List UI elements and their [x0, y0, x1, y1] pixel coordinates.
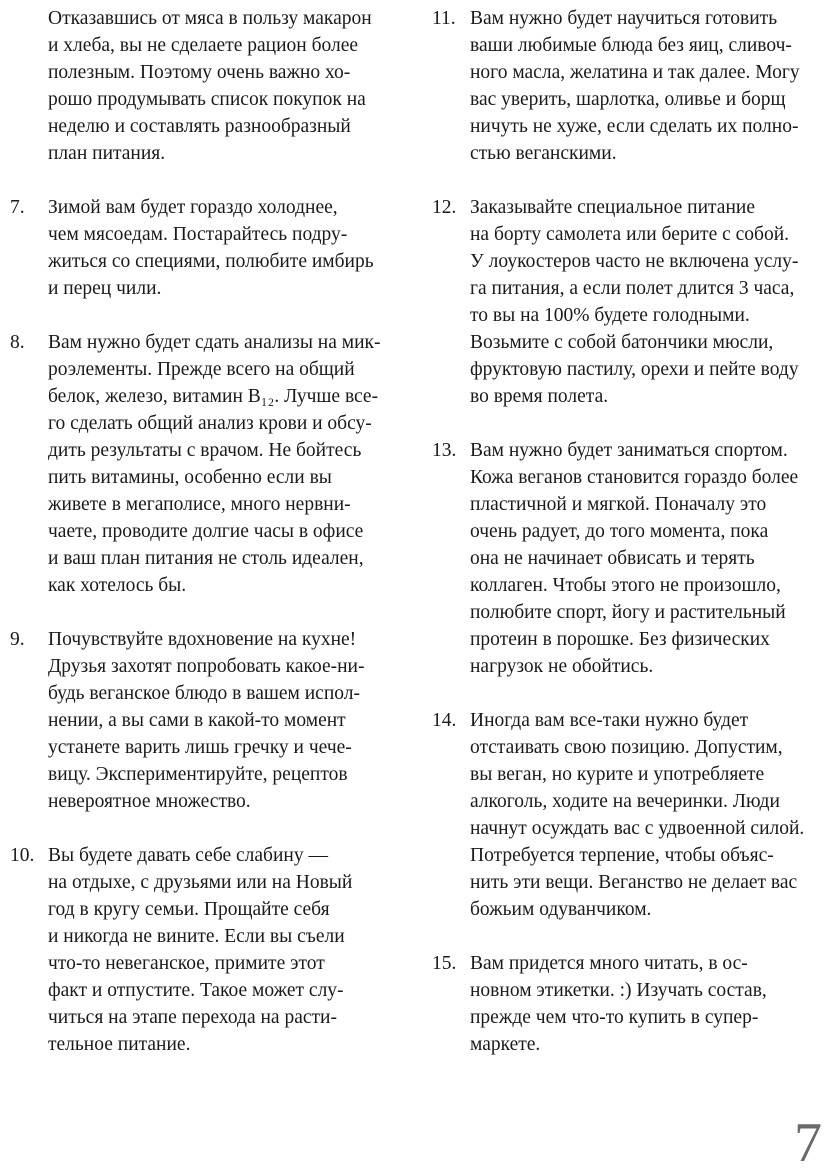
text-line: полюбите спорт, йогу и растительный	[470, 602, 786, 623]
text-line: стью веганскими.	[470, 143, 617, 164]
right-column	[432, 5, 832, 1058]
text-line: устанете варить лишь гречку и чече-	[48, 737, 352, 758]
text-line: ничуть не хуже, если сделать их полно-	[470, 116, 799, 137]
item-number: 10.	[10, 845, 35, 866]
text-line: живете в мегаполисе, много нервни-	[48, 494, 351, 515]
text-line: новном этикетки. :) Изучать состав,	[470, 980, 767, 1001]
text-line: ваши любимые блюда без яиц, сливоч-	[470, 35, 792, 56]
text-line: Вам нужно будет сдать анализы на мик-	[48, 332, 381, 353]
list-item-14	[432, 707, 832, 923]
text-line: У лоукостеров часто не включена услу-	[470, 251, 799, 272]
text-line: Почувствуйте вдохновение на кухне!	[48, 629, 357, 650]
text-line: Иногда вам все-таки нужно будет	[470, 710, 749, 731]
text-line: будь веганское блюдо в вашем испол-	[48, 683, 360, 704]
text-line: она не начинает обвисать и терять	[470, 548, 755, 569]
text-line: протеин в порошке. Без физических	[470, 629, 770, 650]
item-number: 7.	[10, 197, 25, 218]
text-line: пластичной и мягкой. Поначалу это	[470, 494, 767, 515]
text-line: фруктовую пастилу, орехи и пейте воду	[470, 359, 799, 380]
text-line: план питания.	[48, 143, 166, 164]
text-line: го сделать общий анализ крови и обсу-	[48, 413, 372, 434]
list-item-9	[10, 626, 410, 815]
text-line: роэлементы. Прежде всего на общий	[48, 359, 355, 380]
list-item-15	[432, 950, 832, 1058]
text-line: вас уверить, шарлотка, оливье и борщ	[470, 89, 786, 110]
text-line: год в кругу семьи. Прощайте себя	[48, 899, 330, 920]
text-line: нении, а вы сами в какой-то момент	[48, 710, 346, 731]
text-line: нагрузок не обойтись.	[470, 656, 654, 677]
text-line: факт и отпустите. Такое может слу-	[48, 980, 344, 1001]
text-line: во время полета.	[470, 386, 609, 407]
item-text	[470, 194, 832, 410]
text-line: нить эти вещи. Веганство не делает вас	[470, 872, 798, 893]
text-line: читься на этапе перехода на расти-	[48, 1007, 337, 1028]
text-line: Вам нужно будет научиться готовить	[470, 8, 778, 29]
text-line: и никогда не вините. Если вы съели	[48, 926, 345, 947]
list-item-7	[10, 194, 410, 302]
text-line: коллаген. Чтобы этого не произошло,	[470, 575, 781, 596]
text-line: очень радует, до того момента, пока	[470, 521, 769, 542]
text-line: Вы будете давать себе слабину —	[48, 845, 328, 866]
text-line: белок, железо, витамин B₁₂. Лучше все-	[48, 386, 379, 407]
text-line: чаете, проводите долгие часы в офисе	[48, 521, 364, 542]
item-number: 9.	[10, 629, 25, 650]
text-line: маркете.	[470, 1034, 541, 1055]
item-text	[48, 626, 410, 815]
text-line: вы веган, но курите и употребляете	[470, 764, 765, 785]
item-text	[470, 5, 832, 167]
text-line: полезным. Поэтому очень важно хо-	[48, 62, 351, 83]
item-text	[470, 437, 832, 680]
text-line: то вы на 100% будете голодными.	[470, 305, 750, 326]
text-line: Вам придется много читать, в ос-	[470, 953, 748, 974]
text-line: га питания, а если полет длится 3 часа,	[470, 278, 795, 299]
text-line: на борту самолета или берите с собой.	[470, 224, 790, 245]
text-line: чем мясоедам. Постарайтесь подру-	[48, 224, 348, 245]
text-line: Зимой вам будет гораздо холоднее,	[48, 197, 338, 218]
item-number: 14.	[432, 710, 457, 731]
text-line: неделю и составлять разнообразный	[48, 116, 351, 137]
text-line: Возьмите с собой батончики мюсли,	[470, 332, 774, 353]
text-line: Отказавшись от мяса в пользу макарон	[48, 8, 372, 29]
text-line: тельное питание.	[48, 1034, 191, 1055]
list-item-11	[432, 5, 832, 167]
text-line: божьим одуванчиком.	[470, 899, 652, 920]
text-line: прежде чем что-то купить в супер-	[470, 1007, 759, 1028]
list-item-13	[432, 437, 832, 680]
item-number: 12.	[432, 197, 457, 218]
text-line: дить результаты с врачом. Не бойтесь	[48, 440, 362, 461]
text-line: Друзья захотят попробовать какое-ни-	[48, 656, 365, 677]
item-number: 11.	[432, 8, 456, 29]
text-line: вицу. Экспериментируйте, рецептов	[48, 764, 348, 785]
page-number: 7	[794, 1112, 822, 1174]
text-line: невероятное множество.	[48, 791, 251, 812]
text-line: отстаивать свою позицию. Допустим,	[470, 737, 783, 758]
continuation-lines	[10, 5, 410, 167]
continuation-paragraph	[10, 5, 410, 167]
text-line: и перец чили.	[48, 278, 162, 299]
list-item-12	[432, 194, 832, 410]
text-line: Вам нужно будет заниматься спортом.	[470, 440, 788, 461]
text-line: и ваш план питания не столь идеален,	[48, 548, 364, 569]
item-text	[48, 329, 410, 599]
item-text	[470, 707, 832, 923]
text-line: Потребуется терпение, чтобы объяс-	[470, 845, 774, 866]
text-line: алкоголь, ходите на вечеринки. Люди	[470, 791, 780, 812]
text-line: пить витамины, особенно если вы	[48, 467, 332, 488]
text-line: на отдыхе, с друзьями или на Новый	[48, 872, 353, 893]
text-line: житься со специями, полюбите имбирь	[48, 251, 374, 272]
text-line: что-то невеганское, примите этот	[48, 953, 325, 974]
item-text	[470, 950, 832, 1058]
item-number: 13.	[432, 440, 457, 461]
text-line: рошо продумывать список покупок на	[48, 89, 366, 110]
text-line: Заказывайте специальное питание	[470, 197, 755, 218]
text-line: Кожа веганов становится гораздо более	[470, 467, 799, 488]
item-text	[48, 842, 410, 1058]
text-line: и хлеба, вы не сделаете рацион более	[48, 35, 359, 56]
text-line: как хотелось бы.	[48, 575, 187, 596]
text-line: ного масла, желатина и так далее. Могу	[470, 62, 800, 83]
item-text	[48, 194, 410, 302]
item-number: 15.	[432, 953, 457, 974]
list-item-8	[10, 329, 410, 599]
item-number: 8.	[10, 332, 25, 353]
list-item-10	[10, 842, 410, 1058]
left-column	[10, 5, 410, 1058]
text-line: начнут осуждать вас с удвоенной силой.	[470, 818, 805, 839]
